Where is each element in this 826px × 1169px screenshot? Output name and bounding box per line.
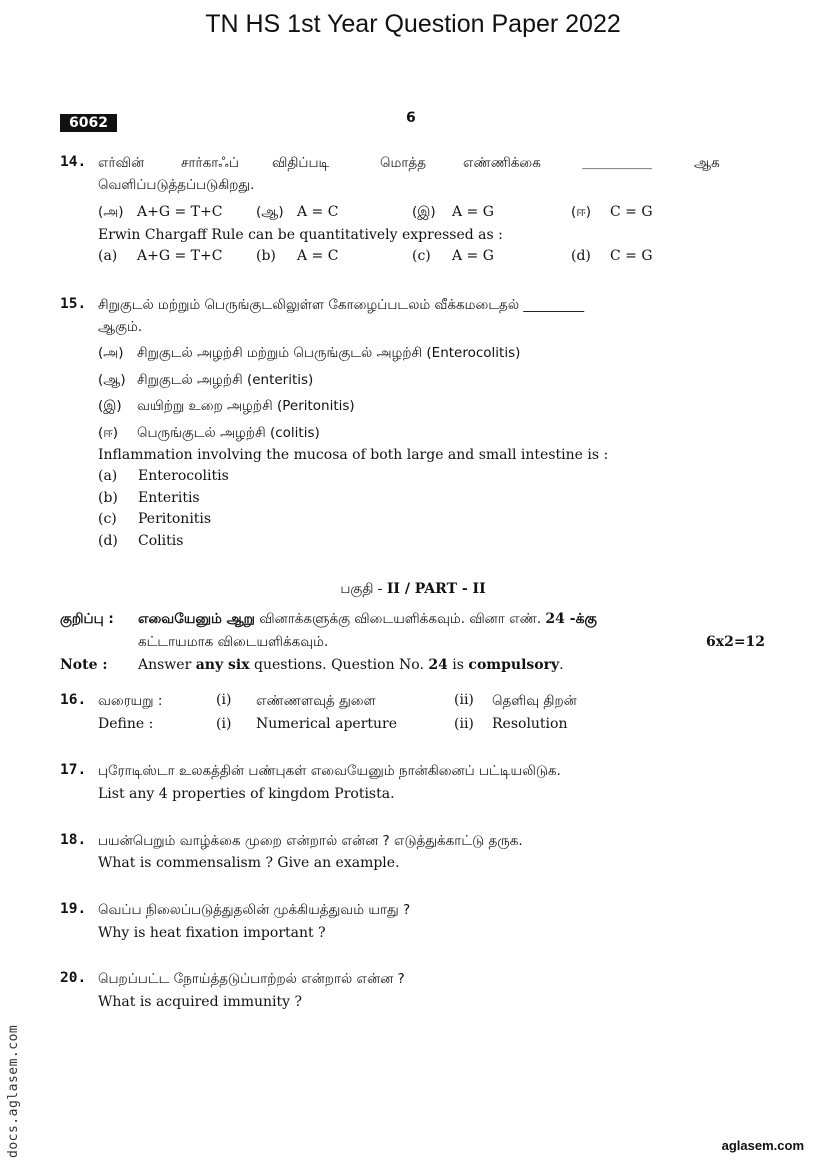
option-label: (ஈ) xyxy=(571,204,592,220)
question-ta: பயன்பெறும் வாழ்க்கை முறை என்றால் என்ன ? எடுத்துக்காட்டு தருக. xyxy=(98,833,523,849)
option-text: தெளிவு திறன் xyxy=(492,693,577,709)
option-text: சிறுகுடல் அழற்சி (enteritis) xyxy=(137,372,314,388)
question-number: 20. xyxy=(60,970,87,986)
option-label: (i) xyxy=(216,692,232,708)
option-label: (ii) xyxy=(454,692,474,708)
page-number: 6 xyxy=(406,110,416,126)
option-text: Resolution xyxy=(492,716,568,732)
option-label: (a) xyxy=(98,468,118,484)
option-label: (i) xyxy=(216,716,232,732)
option-label: (ஆ) xyxy=(98,372,126,388)
option-label: (d) xyxy=(98,533,118,549)
part-heading xyxy=(0,581,826,599)
page-title: TN HS 1st Year Question Paper 2022 xyxy=(205,10,621,38)
question-number: 14. xyxy=(60,154,87,170)
question-number: 18. xyxy=(60,832,87,848)
note-en-label: Note : xyxy=(60,657,108,673)
q14-blank: __________ xyxy=(582,154,652,170)
option-label: (a) xyxy=(98,248,118,264)
option-text: Enteritis xyxy=(138,490,200,506)
question-ta: புரோடிஸ்டா உலகத்தின் பண்புகள் எவையேனும் நான்கினைப் பட்டியலிடுக. xyxy=(98,763,561,779)
q14-ta-word: மொத்த xyxy=(380,155,427,171)
option-text: சிறுகுடல் அழற்சி மற்றும் பெருங்குடல் அழற்சி (Enterocolitis) xyxy=(137,345,521,361)
option-text: A+G = T+C xyxy=(137,248,223,264)
q14-ta-word: எர்வின் xyxy=(98,155,145,171)
question-number: 19. xyxy=(60,901,87,917)
note-ta-label: குறிப்பு : xyxy=(60,611,114,627)
q16-ta-label: வரையறு : xyxy=(98,693,163,709)
q14-ta-word: எண்ணிக்கை xyxy=(463,155,541,171)
option-text: Colitis xyxy=(138,533,184,549)
option-label: (இ) xyxy=(412,204,436,220)
q14-en-question: Erwin Chargaff Rule can be quantitatively expressed as : xyxy=(98,227,503,243)
question-en: List any 4 properties of kingdom Protista. xyxy=(98,786,395,802)
option-label: (ஈ) xyxy=(98,425,119,441)
option-text: Peritonitis xyxy=(138,511,212,527)
q15-ta-line1: சிறுகுடல் மற்றும் பெருங்குடலிலுள்ள கோழைப்படலம் வீக்கமடைதல் _________ xyxy=(98,297,585,313)
note-ta-line1: எவையேனும் ஆறு வினாக்களுக்கு விடையளிக்கவும். வினா எண். 24 -க்கு xyxy=(138,611,597,627)
option-label: (c) xyxy=(412,248,431,264)
question-number: 15. xyxy=(60,296,87,312)
note-ta-line2: கட்டாயமாக விடையளிக்கவும். xyxy=(138,634,329,650)
option-text: எண்ணளவுத் துளை xyxy=(256,693,376,709)
option-text: பெருங்குடல் அழற்சி (colitis) xyxy=(137,425,320,441)
question-ta: வெப்ப நிலைப்படுத்துதலின் முக்கியத்துவம் யாது ? xyxy=(98,902,411,918)
option-text: A = C xyxy=(297,204,339,220)
option-label: (d) xyxy=(571,248,591,264)
option-label: (ஆ) xyxy=(256,204,284,220)
option-label: (c) xyxy=(98,511,117,527)
paper-code-badge: 6062 xyxy=(60,114,117,132)
option-text: A = G xyxy=(452,204,494,220)
question-number: 17. xyxy=(60,762,87,778)
option-text: A = G xyxy=(452,248,494,264)
question-en: What is commensalism ? Give an example. xyxy=(98,855,400,871)
part-heading-ta: பகுதி - xyxy=(340,581,387,597)
side-watermark: docs.aglasem.com xyxy=(6,1024,21,1158)
q14-ta-word: சார்காஃப் xyxy=(181,155,239,171)
footer-brand: aglasem.com xyxy=(721,1138,804,1153)
option-text: C = G xyxy=(610,204,653,220)
note-en-text: Answer any six questions. Question No. 24 is compulsory. xyxy=(138,657,564,673)
q15-ta-line2: ஆகும். xyxy=(98,319,143,335)
marks: 6x2=12 xyxy=(706,634,766,650)
q14-ta-word: ஆக xyxy=(694,155,720,171)
part-heading-en: II / PART - II xyxy=(386,581,486,597)
option-text: வயிற்று உறை அழற்சி (Peritonitis) xyxy=(137,398,355,414)
q14-ta-line2: வெளிப்படுத்தப்படுகிறது. xyxy=(98,177,255,193)
q15-en-question: Inflammation involving the mucosa of both large and small intestine is : xyxy=(98,447,609,463)
option-text: A+G = T+C xyxy=(137,204,223,220)
option-label: (இ) xyxy=(98,398,122,414)
question-number: 16. xyxy=(60,692,87,708)
option-text: Enterocolitis xyxy=(138,468,229,484)
option-text: Numerical aperture xyxy=(256,716,398,732)
option-label: (b) xyxy=(256,248,276,264)
question-en: Why is heat fixation important ? xyxy=(98,925,326,941)
option-label: (அ) xyxy=(98,204,124,220)
q14-ta-word: விதிப்படி xyxy=(272,155,330,171)
option-label: (அ) xyxy=(98,345,124,361)
option-text: A = C xyxy=(297,248,339,264)
question-ta: பெறப்பட்ட நோய்த்தடுப்பாற்றல் என்றால் என்ன ? xyxy=(98,971,405,987)
option-label: (b) xyxy=(98,490,118,506)
option-text: C = G xyxy=(610,248,653,264)
question-en: What is acquired immunity ? xyxy=(98,994,303,1010)
q16-en-label: Define : xyxy=(98,716,154,732)
option-label: (ii) xyxy=(454,716,474,732)
